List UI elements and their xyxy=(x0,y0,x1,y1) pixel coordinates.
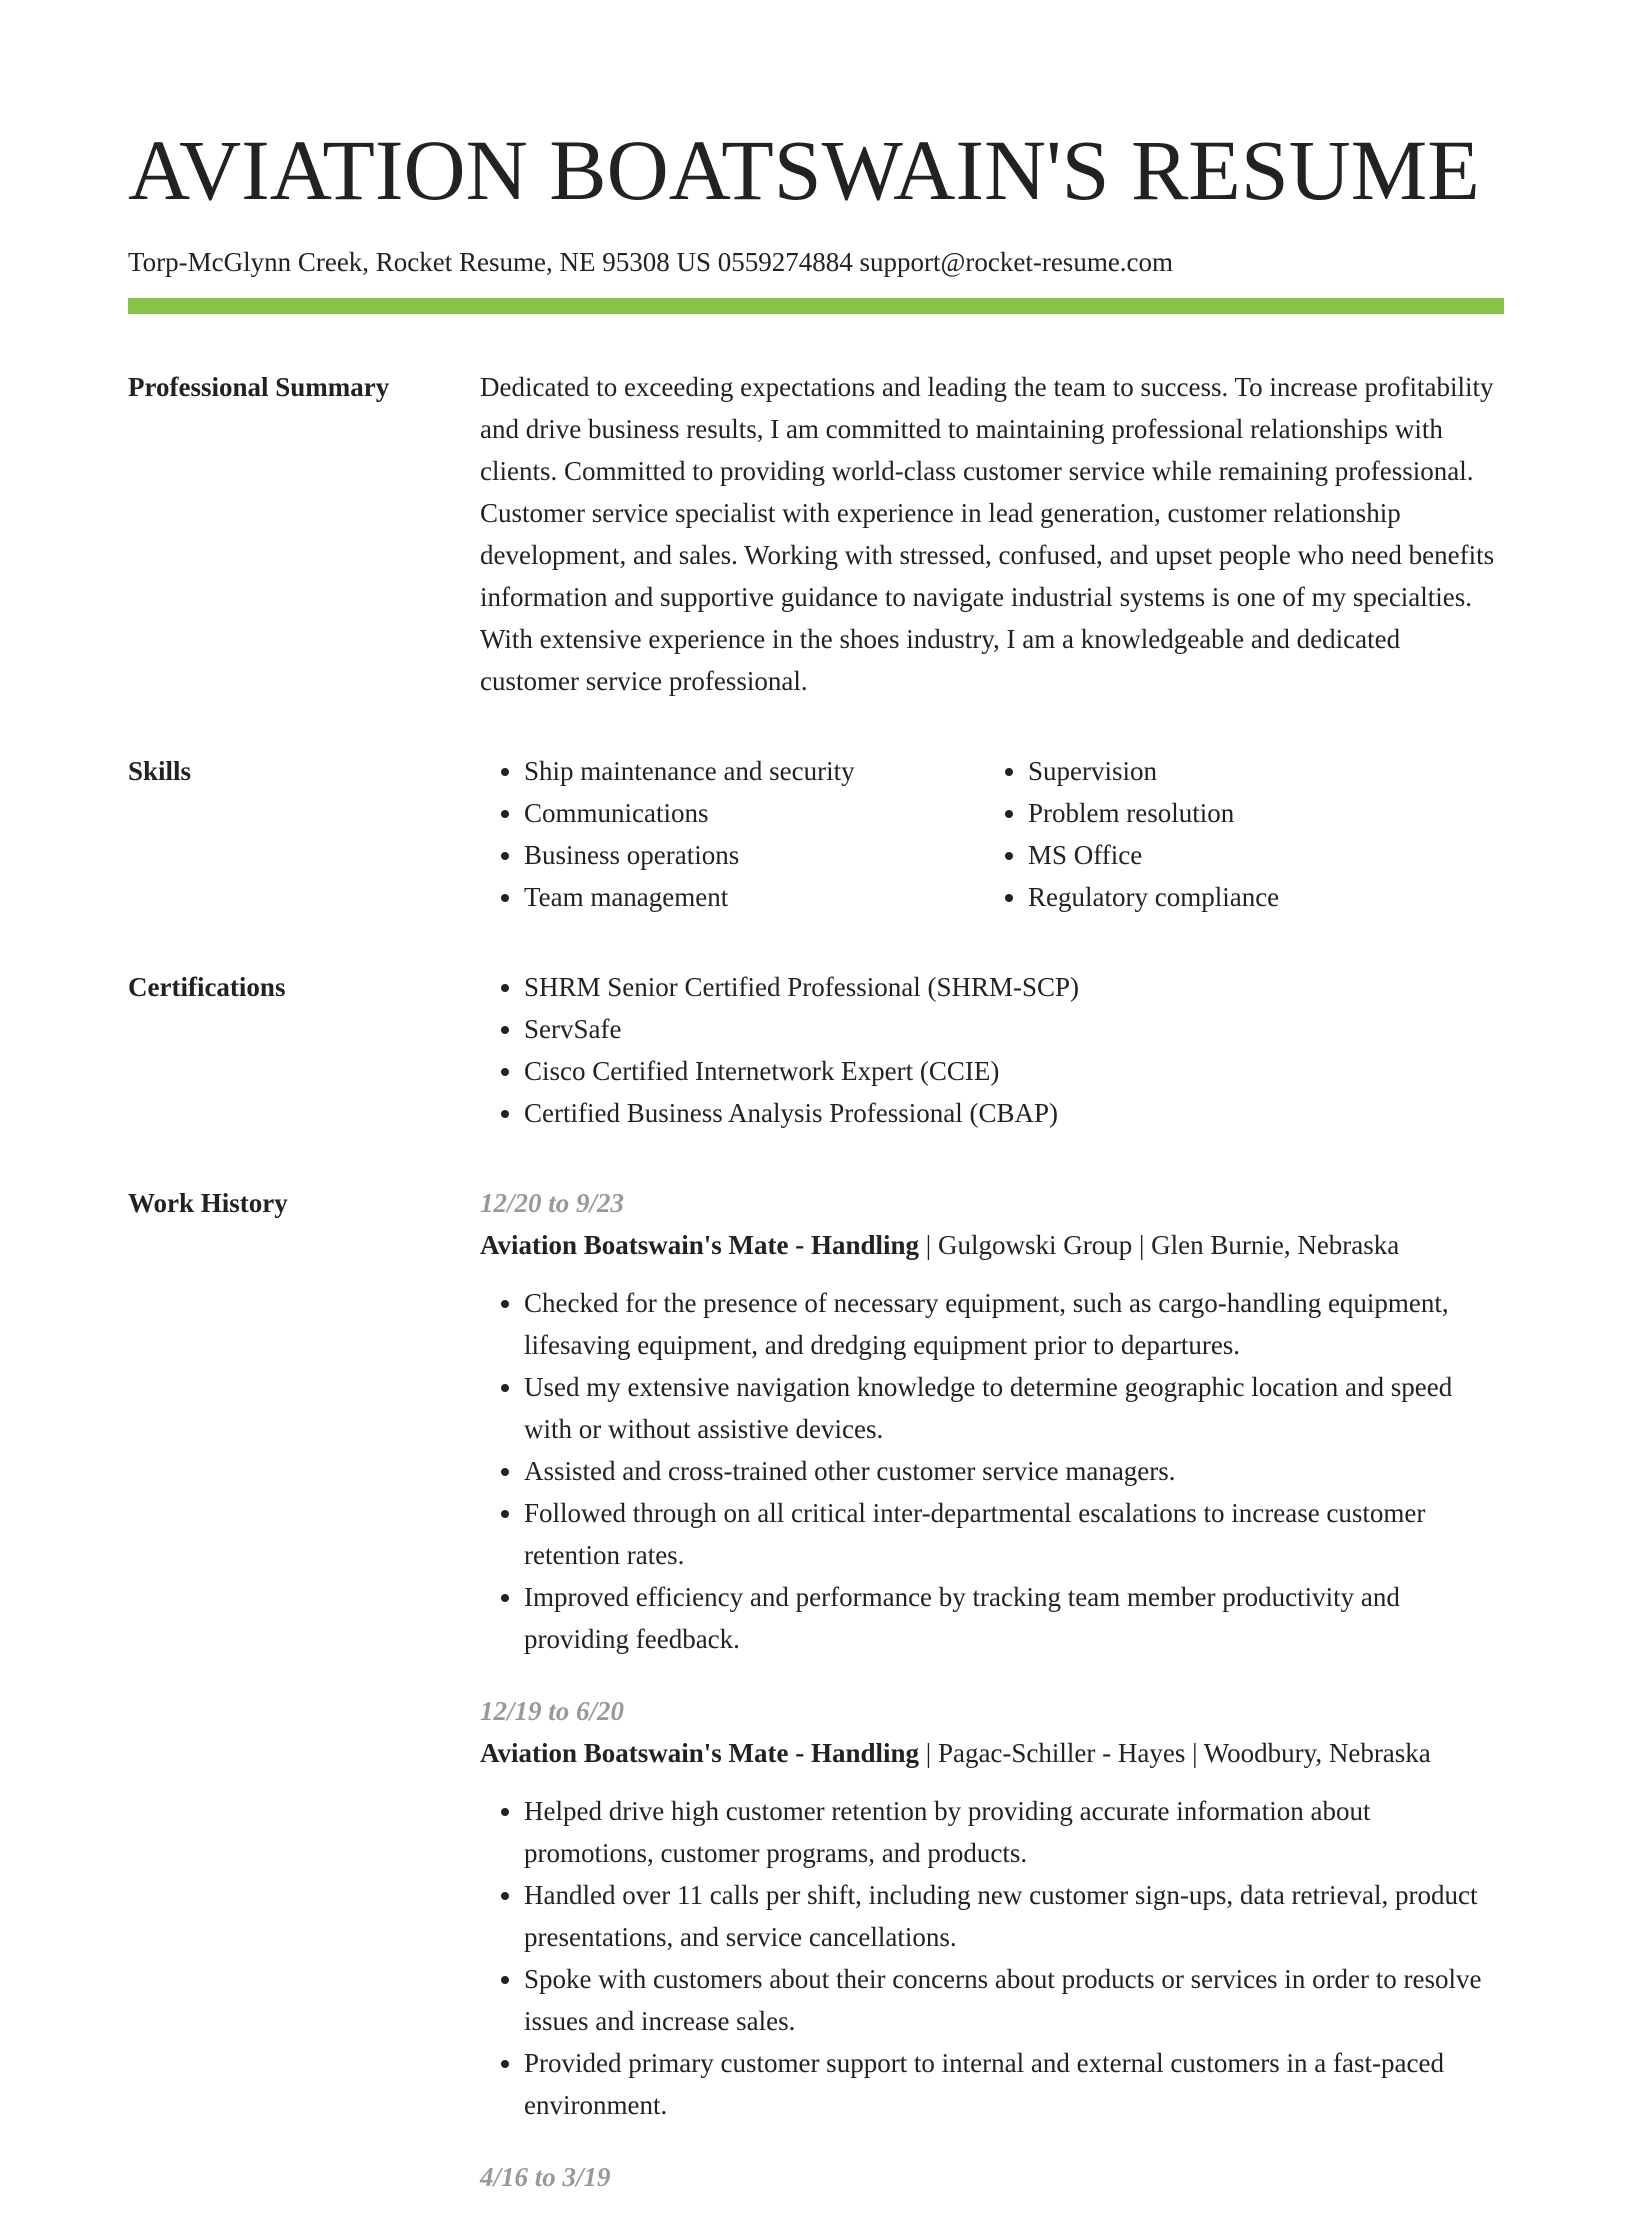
job-bullet: • Checked for the presence of necessary equipment, such as cargo-handling equipment, lifesaving equipment, and dredging equipment prior to departures. xyxy=(524,1282,1504,1366)
certification-item: • Certified Business Analysis Professional (CBAP) xyxy=(524,1092,1504,1134)
summary-text: Dedicated to exceeding expectations and leading the team to success. To increase profitability and drive business results, I am committed to maintaining professional relationships with clients. Committed to providing world-class customer service while remaining professional. Customer service specialist with experience in lead generation, customer relationship development, and sales. Working with stressed, confused, and upset people who need benefits information and supportive guidance to navigate industrial systems is one of my specialties. With extensive experience in the shoes industry, I am a knowledgeable and dedicated customer service professional. xyxy=(480,372,1495,696)
job-dates: 12/20 to 9/23 xyxy=(480,1188,625,1218)
skill-item: • Communications xyxy=(524,792,984,834)
skill-item: • Team management xyxy=(524,876,984,918)
resume-page xyxy=(128,120,1504,2228)
job-bullet: • Provided primary customer support to internal and external customers in a fast-paced environment. xyxy=(524,2042,1504,2126)
job-dates: 12/19 to 6/20 xyxy=(480,1696,625,1726)
skills-list-right xyxy=(984,750,1528,918)
job-dates: 4/16 to 3/19 xyxy=(480,2162,611,2192)
skills-list-left xyxy=(480,750,984,918)
job-bullet: • Helped drive high customer retention by providing accurate information about promotions, customer programs, and products. xyxy=(524,1790,1504,1874)
section-label-certifications: Certifications xyxy=(128,972,286,1002)
certification-item: • SHRM Senior Certified Professional (SHRM-SCP) xyxy=(524,966,1504,1008)
job-title: Aviation Boatswain's Mate - Handling xyxy=(480,1738,920,1768)
skill-item: • Regulatory compliance xyxy=(1028,876,1528,918)
resume-title: AVIATION BOATSWAIN'S RESUME xyxy=(128,122,1480,218)
job-title: Aviation Boatswain's Mate - Handling xyxy=(480,1230,920,1260)
contact-line: Torp-McGlynn Creek, Rocket Resume, NE 95308 US 0559274884 support@rocket-resume.com xyxy=(128,247,1174,277)
job-bullets xyxy=(480,1282,1504,1660)
accent-divider xyxy=(128,298,1504,314)
job-bullet: • Handled over 11 calls per shift, including new customer sign-ups, data retrieval, product presentations, and service cancellations. xyxy=(524,1874,1504,1958)
section-label-skills: Skills xyxy=(128,756,192,786)
skill-item: • Problem resolution xyxy=(1028,792,1528,834)
certifications-list xyxy=(480,966,1504,1134)
summary-section xyxy=(128,366,1504,702)
work-history-section xyxy=(128,1182,1504,2228)
job-bullet: • Assisted and cross-trained other customer service managers. xyxy=(524,1450,1504,1492)
job-employer-location: | Pagac-Schiller - Hayes | Woodbury, Nebraska xyxy=(919,1738,1431,1768)
certifications-section xyxy=(128,966,1504,1134)
skill-item: • MS Office xyxy=(1028,834,1528,876)
certification-item: • ServSafe xyxy=(524,1008,1504,1050)
job-entry xyxy=(480,2156,1504,2198)
job-employer-location: | Gulgowski Group | Glen Burnie, Nebraska xyxy=(919,1230,1400,1260)
skill-item: • Business operations xyxy=(524,834,984,876)
job-heading xyxy=(480,1224,1504,1266)
job-heading xyxy=(480,1732,1504,1774)
section-label-work-history: Work History xyxy=(128,1188,288,1218)
skill-item: • Supervision xyxy=(1028,750,1528,792)
job-entry xyxy=(480,1182,1504,1660)
job-bullet: • Followed through on all critical inter-departmental escalations to increase customer retention rates. xyxy=(524,1492,1504,1576)
job-bullet: • Improved efficiency and performance by tracking team member productivity and providing feedback. xyxy=(524,1576,1504,1660)
job-bullets xyxy=(480,1790,1504,2126)
skills-section xyxy=(128,750,1504,918)
skill-item: • Ship maintenance and security xyxy=(524,750,984,792)
section-label-summary: Professional Summary xyxy=(128,372,390,402)
job-bullet: • Used my extensive navigation knowledge to determine geographic location and speed with or without assistive devices. xyxy=(524,1366,1504,1450)
job-bullet: • Spoke with customers about their concerns about products or services in order to resolve issues and increase sales. xyxy=(524,1958,1504,2042)
certification-item: • Cisco Certified Internetwork Expert (CCIE) xyxy=(524,1050,1504,1092)
job-entry xyxy=(480,1690,1504,2126)
